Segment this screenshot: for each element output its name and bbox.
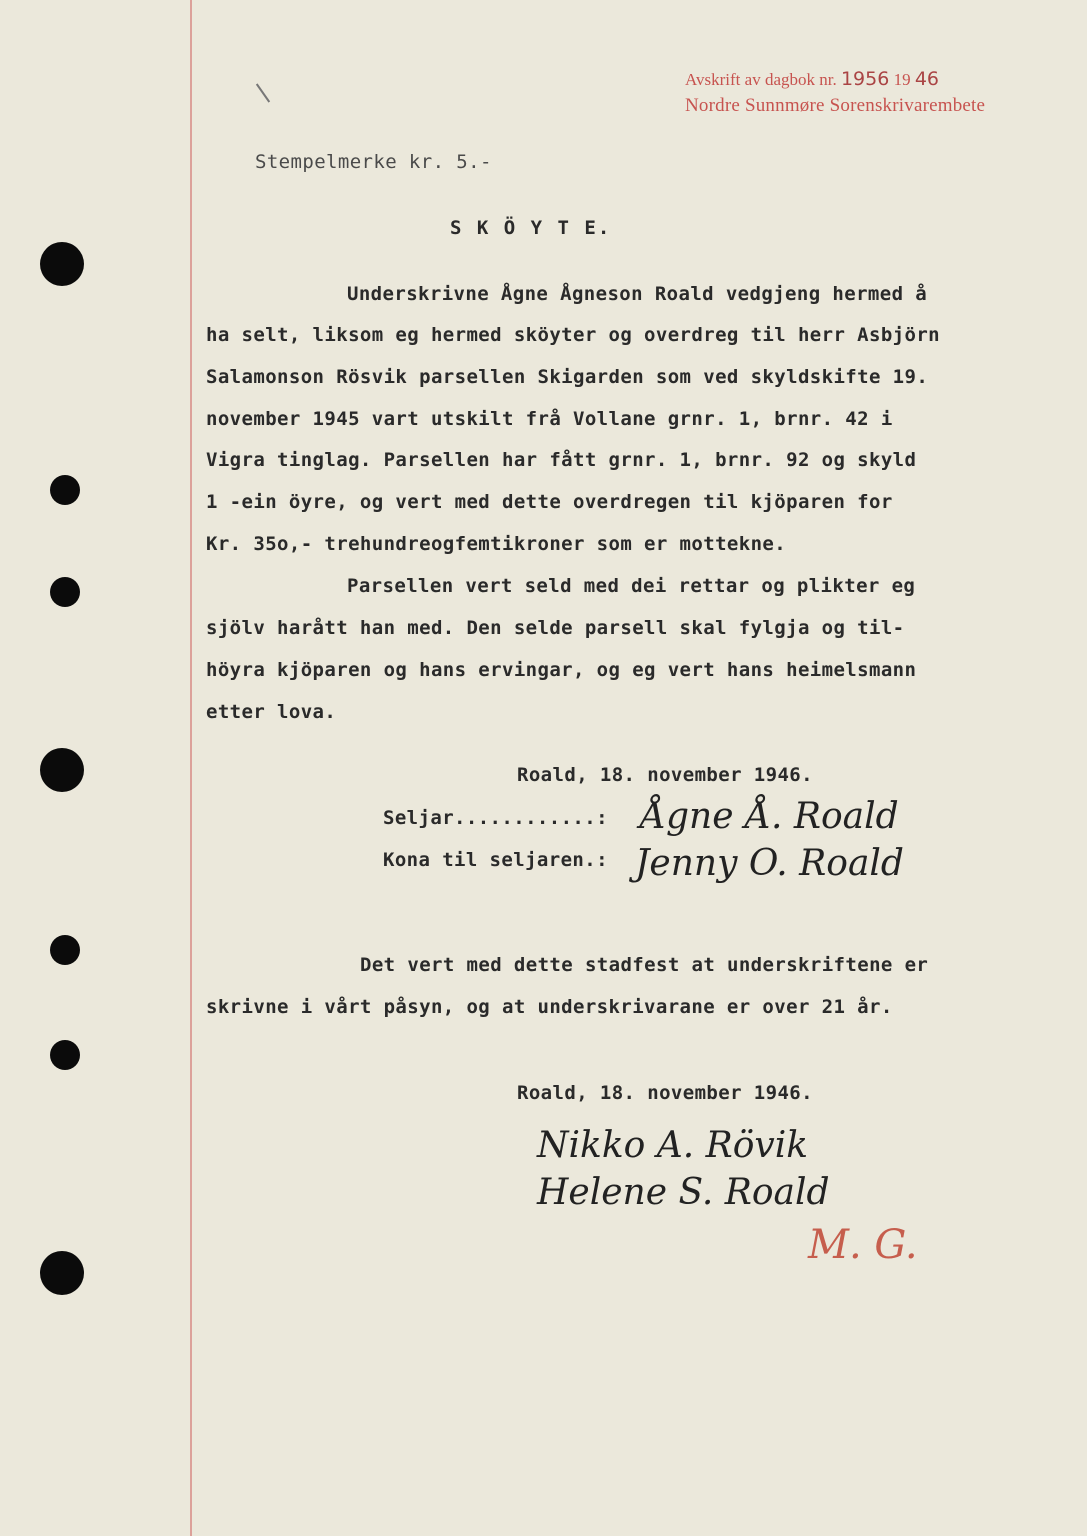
witness-signature: Nikko A. Rövik [537,1125,809,1166]
body-line: Salamonson Rösvik parsellen Skigarden som ved skyldskifte 19. [206,366,929,388]
body-line: Parsellen vert seld med dei rettar og plikter eg [347,575,916,597]
stamp-duty-line: Stempelmerke kr. 5.- [255,151,492,173]
margin-rule [190,0,192,1536]
witness-signature: Helene S. Roald [537,1172,830,1213]
seller-signature: Ågne Å. Roald [640,796,899,837]
body-line: etter lova. [206,701,337,723]
stamp-year-suffix: 46 [914,68,940,90]
witness-line: skrivne i vårt påsyn, og at underskrivarane er over 21 år. [206,996,893,1018]
clerk-initials: M. G. [808,1222,918,1268]
stamp-line1-text: Avskrift av dagbok nr. [685,70,837,89]
pencil-mark [256,83,270,102]
punch-hole [40,1251,84,1295]
stamp-office-name: Nordre Sunnmøre Sorenskrivarembete [685,95,986,116]
punch-hole [50,475,80,505]
body-line: höyra kjöparen og hans ervingar, og eg vert hans heimelsmann [206,659,917,681]
seller-wife-label: Kona til seljaren.: [383,849,608,871]
punch-hole [40,242,84,286]
stamp-entry-number: 1956 [840,68,890,90]
witness-line: Det vert med dette stadfest at underskriftene er [360,954,929,976]
registry-stamp [685,66,985,119]
date-line-1: Roald, 18. november 1946. [517,764,813,786]
body-line: Underskrivne Ågne Ågneson Roald vedgjeng hermed å [347,283,928,305]
body-line: november 1945 vart utskilt frå Vollane grnr. 1, brnr. 42 i [206,408,893,430]
body-line: 1 -ein öyre, og vert med dette overdregen til kjöparen for [206,491,893,513]
body-line: Kr. 35o,- trehundreogfemtikroner som er mottekne. [206,533,787,555]
seller-label: Seljar............: [383,807,608,829]
body-line: Vigra tinglag. Parsellen har fått grnr. 1, brnr. 92 og skyld [206,449,917,471]
punch-hole [50,577,80,607]
punch-hole [40,748,84,792]
stamp-year-prefix: 19 [893,70,911,89]
punch-hole [50,1040,80,1070]
punch-hole [50,935,80,965]
body-line: sjölv harått han med. Den selde parsell skal fylgja og til- [206,617,905,639]
seller-wife-signature: Jenny O. Roald [635,843,904,884]
date-line-2: Roald, 18. november 1946. [517,1082,813,1104]
body-line: ha selt, liksom eg hermed sköyter og overdreg til herr Asbjörn [206,324,941,346]
document-title: S K Ö Y T E. [450,217,612,239]
